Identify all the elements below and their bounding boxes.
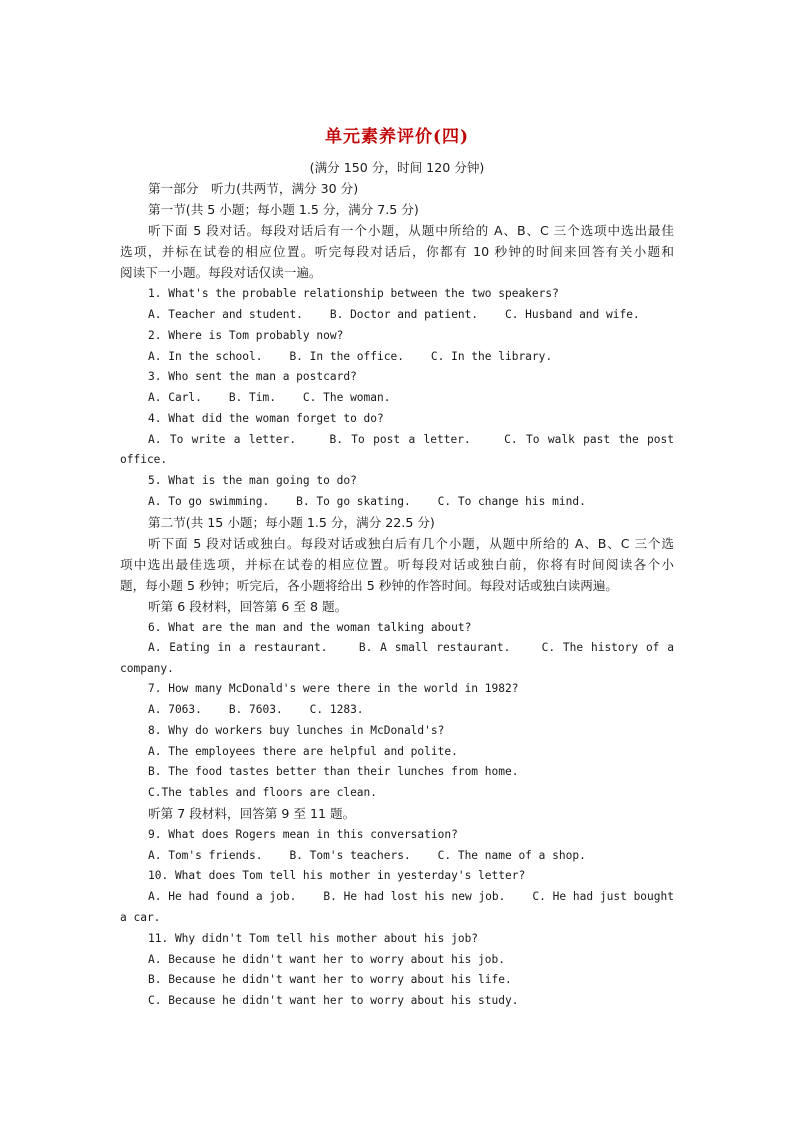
material-6-note: 听第 6 段材料，回答第 6 至 8 题。 <box>148 599 348 614</box>
question-9-options: A. Tom's friends. B. Tom's teachers. C. The name of a shop. <box>148 849 586 862</box>
page-title: 单元素养评价(四) <box>324 127 470 147</box>
section2-instructions-line: 听下面 5 段对话或独白。每段对话或独白后有几个小题，从题中所给的 A、B、C 三个选 <box>148 536 674 551</box>
question-4: 4. What did the woman forget to do? <box>148 412 384 425</box>
question-4-options-cont: office. <box>120 453 168 466</box>
question-7: 7. How many McDonald's were there in the world in 1982? <box>148 682 519 695</box>
question-1: 1. What's the probable relationship between the two speakers? <box>148 287 559 300</box>
question-3: 3. Who sent the man a postcard? <box>148 370 357 383</box>
section2-heading: 第二节(共 15 小题；每小题 1.5 分，满分 22.5 分) <box>148 515 435 530</box>
question-6: 6. What are the man and the woman talking about? <box>148 621 472 634</box>
question-10-options: A. He had found a job. B. He had lost his new job. C. He had just bought <box>148 890 674 903</box>
question-11-option-a: A. Because he didn't want her to worry about his job. <box>148 953 505 966</box>
question-2: 2. Where is Tom probably now? <box>148 329 344 342</box>
question-11: 11. Why didn't Tom tell his mother about his job? <box>148 932 479 945</box>
question-3-options: A. Carl. B. Tim. C. The woman. <box>148 391 391 404</box>
question-8-option-c: C.The tables and floors are clean. <box>148 786 378 799</box>
question-6-options-cont: company. <box>120 662 174 675</box>
question-9: 9. What does Rogers mean in this conversation? <box>148 828 458 841</box>
part1-heading: 第一部分 听力(共两节，满分 30 分) <box>148 181 359 196</box>
question-1-options: A. Teacher and student. B. Doctor and patient. C. Husband and wife. <box>148 308 640 321</box>
question-10: 10. What does Tom tell his mother in yesterday's letter? <box>148 869 526 882</box>
question-7-options: A. 7063. B. 7603. C. 1283. <box>148 703 364 716</box>
section2-instructions-line: 项中选出最佳选项，并标在试卷的相应位置。听每段对话或独白前，你将有时间阅读各个小 <box>120 557 674 572</box>
question-11-option-b: B. Because he didn't want her to worry about his life. <box>148 973 512 986</box>
question-5: 5. What is the man going to do? <box>148 474 357 487</box>
question-10-options-cont: a car. <box>120 911 161 924</box>
question-6-options: A. Eating in a restaurant. B. A small restaurant. C. The history of a <box>148 641 674 654</box>
question-8: 8. Why do workers buy lunches in McDonald's? <box>148 724 445 737</box>
question-2-options: A. In the school. B. In the office. C. In the library. <box>148 350 553 363</box>
section1-instructions-line: 选项，并标在试卷的相应位置。听完每段对话后，你都有 10 秒钟的时间来回答有关小题和 <box>120 244 674 259</box>
question-11-option-c: C. Because he didn't want her to worry about his study. <box>148 994 519 1007</box>
section1-instructions-line: 阅读下一小题。每段对话仅读一遍。 <box>120 265 322 280</box>
section1-instructions-line: 听下面 5 段对话。每段对话后有一个小题，从题中所给的 A、B、C 三个选项中选出最佳 <box>148 223 674 238</box>
question-8-option-a: A. The employees there are helpful and polite. <box>148 745 458 758</box>
section1-heading: 第一节(共 5 小题；每小题 1.5 分，满分 7.5 分) <box>148 202 419 217</box>
question-4-options: A. To write a letter. B. To post a letter. C. To walk past the post <box>148 433 674 446</box>
material-7-note: 听第 7 段材料，回答第 9 至 11 题。 <box>148 806 356 821</box>
section2-instructions-line: 题，每小题 5 秒钟；听完后，各小题将给出 5 秒钟的作答时间。每段对话或独白读两遍。 <box>120 578 619 593</box>
question-5-options: A. To go swimming. B. To go skating. C. To change his mind. <box>148 495 586 508</box>
score-time-note: (满分 150 分，时间 120 分钟) <box>309 160 485 175</box>
question-8-option-b: B. The food tastes better than their lunches from home. <box>148 765 519 778</box>
